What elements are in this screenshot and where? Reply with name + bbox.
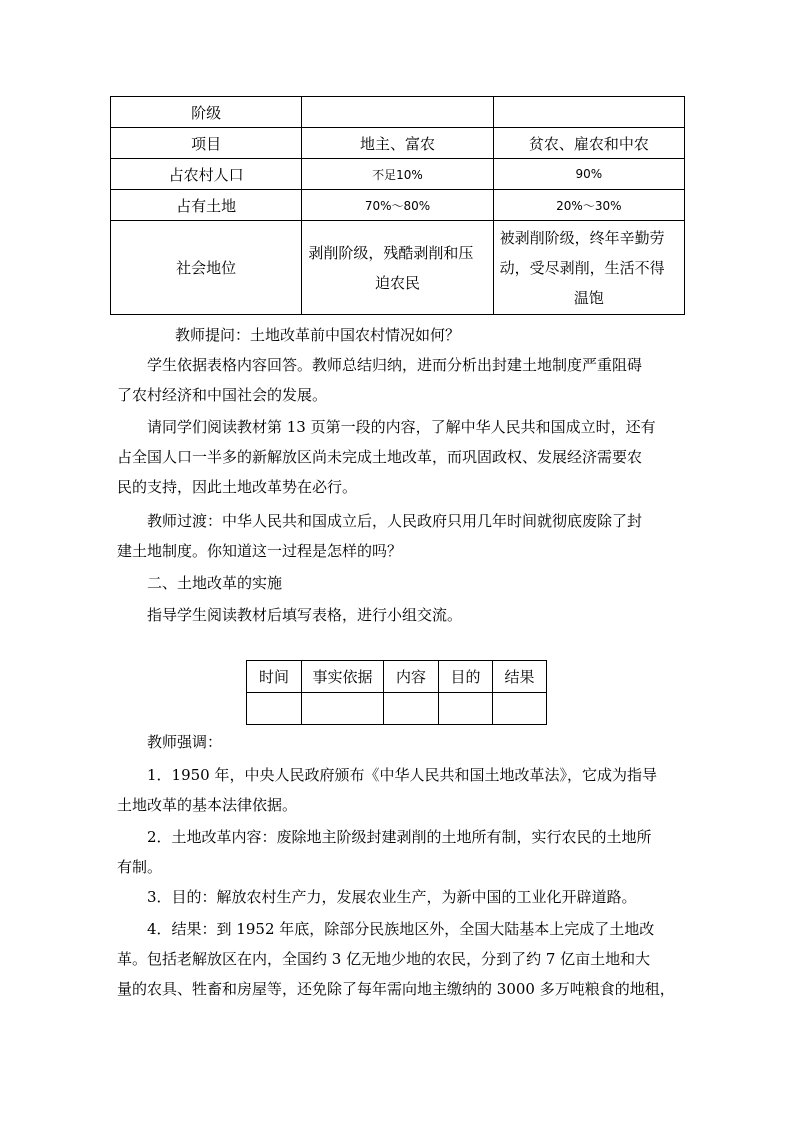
cell-line: 迫农民 (374, 273, 420, 292)
table-cell (493, 221, 684, 315)
table-cell: 90% (493, 159, 684, 190)
table-row (247, 661, 547, 693)
table-cell (247, 693, 302, 725)
table-cell (384, 693, 439, 725)
table-cell (302, 221, 493, 315)
emphasis-item: 2．土地改革内容：废除地主阶级封建剥削的土地所有制，实行农民的土地所 有制。 (117, 828, 652, 876)
table-cell: 贫农、雇农和中农 (493, 128, 684, 159)
table-row (111, 128, 685, 159)
cell-line: 动，受尽剥削，生活不得 (499, 258, 665, 277)
class-comparison-table (110, 96, 685, 315)
table-cell: 20%～30% (493, 190, 684, 221)
table-cell: 社会地位 (111, 221, 302, 315)
table-row (111, 190, 685, 221)
emphasis-title: 教师强调： (147, 733, 223, 751)
table-cell: 不足10% (302, 159, 493, 190)
cell-line: 被剥削阶级，终年辛勤劳 (499, 228, 665, 247)
emphasis-item: 4．结果：到 1952 年底，除部分民族地区外，全国大陆基本上完成了土地改 革。包括老解放区在内，全国约 3 亿无地少地的农民，分到了约 7 亿亩土地和大 量的农具、牲畜和房屋等，还免除了每年需向地主缴纳的 3000 多万吨粮食的地租， (117, 920, 675, 998)
paragraph: 请同学们阅读教材第 13 页第一段的内容，了解中华人民共和国成立时，还有 占全国人口一半多的新解放区尚未完成土地改革，而巩固政权、发展经济需要农 民的支持，因此土地改革势在必行。 (117, 418, 656, 496)
table-cell (302, 97, 493, 128)
table-cell (302, 693, 384, 725)
cell-line: 温饱 (573, 288, 604, 307)
table-cell: 阶级 (111, 97, 302, 128)
paragraph: 教师过渡：中华人民共和国成立后，人民政府只用几年时间就彻底废除了封 建土地制度。你知道这一过程是怎样的吗？ (117, 512, 643, 560)
cell-line: 剥削阶级，残酷剥削和压 (308, 243, 474, 262)
table-cell: 占农村人口 (111, 159, 302, 190)
emphasis-item: 3．目的：解放农村生产力，发展农业生产，为新中国的工业化开辟道路。 (147, 888, 637, 906)
table-header-cell: 结果 (493, 661, 547, 693)
table-header-cell: 时间 (247, 661, 302, 693)
paragraph: 学生依据表格内容回答。教师总结归纳，进而分析出封建土地制度严重阻碍 了农村经济和中国社会的发展。 (117, 356, 643, 404)
table-cell: 70%～80% (302, 190, 493, 221)
table-header-cell: 内容 (384, 661, 439, 693)
table-row (111, 159, 685, 190)
table-cell: 地主、富农 (302, 128, 493, 159)
table-row (111, 221, 685, 315)
table-header-cell: 事实依据 (302, 661, 384, 693)
table-cell (493, 693, 547, 725)
emphasis-item: 1．1950 年，中央人民政府颁布《中华人民共和国土地改革法》，它成为指导 土地改革的基本法律依据。 (117, 766, 657, 814)
teacher-question: 教师提问：土地改革前中国农村情况如何？ (175, 326, 461, 344)
section-heading: 二、土地改革的实施 (147, 574, 283, 592)
table-cell (439, 693, 493, 725)
paragraph: 指导学生阅读教材后填写表格，进行小组交流。 (147, 606, 463, 624)
table-cell: 项目 (111, 128, 302, 159)
table-header-cell: 目的 (439, 661, 493, 693)
table-cell (493, 97, 684, 128)
table-row (111, 97, 685, 128)
land-reform-table (246, 660, 547, 725)
table-cell: 占有土地 (111, 190, 302, 221)
table-row (247, 693, 547, 725)
